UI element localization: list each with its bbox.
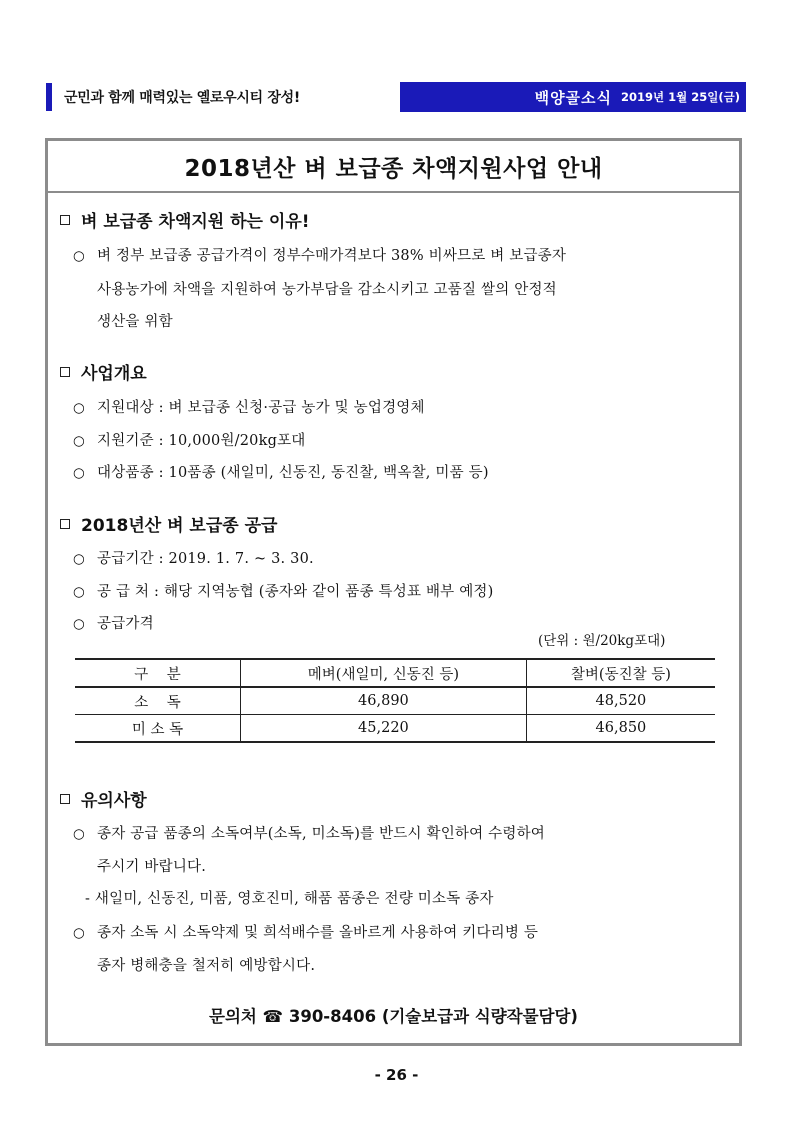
table-cell: 소 독 <box>75 687 241 715</box>
checkbox-square-icon <box>60 367 70 377</box>
list-item <box>73 580 493 601</box>
notes-text-1: 종자 공급 품종의 소독여부(소독, 미소독)를 반드시 확인하여 수령하여 <box>97 826 545 842</box>
circle-bullet-icon: ○ <box>73 551 85 567</box>
table-header-cell: 찰벼(동진찰 등) <box>526 659 715 687</box>
notes-line-1 <box>73 822 545 843</box>
price-table <box>75 658 715 743</box>
overview-item-2: 지원기준 : 10,000원/20kg포대 <box>97 433 306 449</box>
contact-info: 문의처 ☎ 390-8406 (기술보급과 식량작물담당) <box>209 1007 578 1026</box>
notes-line-2: 주시기 바랍니다. <box>97 859 207 875</box>
slogan-text: 군민과 함께 매력있는 옐로우시티 장성! <box>64 90 300 106</box>
table-cell: 46,850 <box>526 715 715 743</box>
notes-sub-line: - 새일미, 신동진, 미품, 영호진미, 해품 품종은 전량 미소독 종자 <box>85 891 494 907</box>
newsletter-name: 백양골소식 <box>534 88 613 107</box>
table-header-cell: 메벼(새일미, 신동진 등) <box>241 659 527 687</box>
section-heading-notes <box>60 786 147 811</box>
table-cell: 48,520 <box>526 687 715 715</box>
table-cell: 미 소 독 <box>75 715 241 743</box>
checkbox-square-icon <box>60 519 70 529</box>
circle-bullet-icon: ○ <box>73 400 85 416</box>
list-item <box>73 612 154 633</box>
list-item <box>73 461 489 482</box>
section-heading-text: 유의사항 <box>81 791 147 811</box>
section-heading-overview <box>60 359 147 384</box>
supply-item-2: 공 급 처 : 해당 지역농협 (종자와 같이 품종 특성표 배부 예정) <box>97 584 494 600</box>
reason-line-1 <box>73 244 566 265</box>
table-row <box>75 715 715 743</box>
circle-bullet-icon: ○ <box>73 616 85 632</box>
table-row <box>75 687 715 715</box>
overview-item-3: 대상품종 : 10품종 (새일미, 신동진, 동진찰, 백옥찰, 미품 등) <box>97 465 489 481</box>
page-number: - 26 - <box>374 1066 419 1084</box>
list-item <box>73 429 306 450</box>
section-heading-reason <box>60 207 310 232</box>
overview-item-1: 지원대상 : 벼 보급종 신청·공급 농가 및 농업경영체 <box>97 400 425 416</box>
circle-bullet-icon: ○ <box>73 826 85 842</box>
table-cell: 45,220 <box>241 715 527 743</box>
reason-line-3: 생산을 위함 <box>97 314 173 330</box>
reason-text-1: 벼 정부 보급종 공급가격이 정부수매가격보다 38% 비싸므로 벼 보급종자 <box>97 248 567 264</box>
accent-bar <box>46 83 52 111</box>
table-header-cell: 구 분 <box>75 659 241 687</box>
circle-bullet-icon: ○ <box>73 925 85 941</box>
notes-text-3: 종자 소독 시 소독약제 및 희석배수를 올바르게 사용하여 키다리병 등 <box>97 925 539 941</box>
circle-bullet-icon: ○ <box>73 433 85 449</box>
page-title: 2018년산 벼 보급종 차액지원사업 안내 <box>184 155 603 182</box>
header-slogan-area <box>46 82 392 112</box>
section-heading-text: 사업개요 <box>81 364 147 384</box>
notes-line-4: 종자 병해충을 철저히 예방합시다. <box>97 958 316 974</box>
circle-bullet-icon: ○ <box>73 465 85 481</box>
notes-line-3 <box>73 921 538 942</box>
list-item <box>73 547 314 568</box>
section-heading-text: 벼 보급종 차액지원 하는 이유! <box>81 212 310 232</box>
checkbox-square-icon <box>60 215 70 225</box>
title-box <box>48 141 739 193</box>
checkbox-square-icon <box>60 794 70 804</box>
reason-line-2: 사용농가에 차액을 지원하여 농가부담을 감소시키고 고품질 쌀의 안정적 <box>97 282 557 298</box>
supply-item-1: 공급기간 : 2019. 1. 7. ~ 3. 30. <box>97 551 314 567</box>
article-frame <box>45 138 742 1046</box>
supply-item-3: 공급가격 <box>97 616 154 632</box>
unit-label: (단위 : 원/20kg포대) <box>538 633 666 649</box>
circle-bullet-icon: ○ <box>73 584 85 600</box>
section-heading-supply <box>60 511 277 536</box>
circle-bullet-icon: ○ <box>73 248 85 264</box>
section-heading-text: 2018년산 벼 보급종 공급 <box>81 516 278 536</box>
header-newsletter-banner <box>400 82 746 112</box>
issue-date: 2019년 1월 25일(금) <box>621 90 740 104</box>
list-item <box>73 396 425 417</box>
table-cell: 46,890 <box>241 687 527 715</box>
table-header-row <box>75 659 715 687</box>
